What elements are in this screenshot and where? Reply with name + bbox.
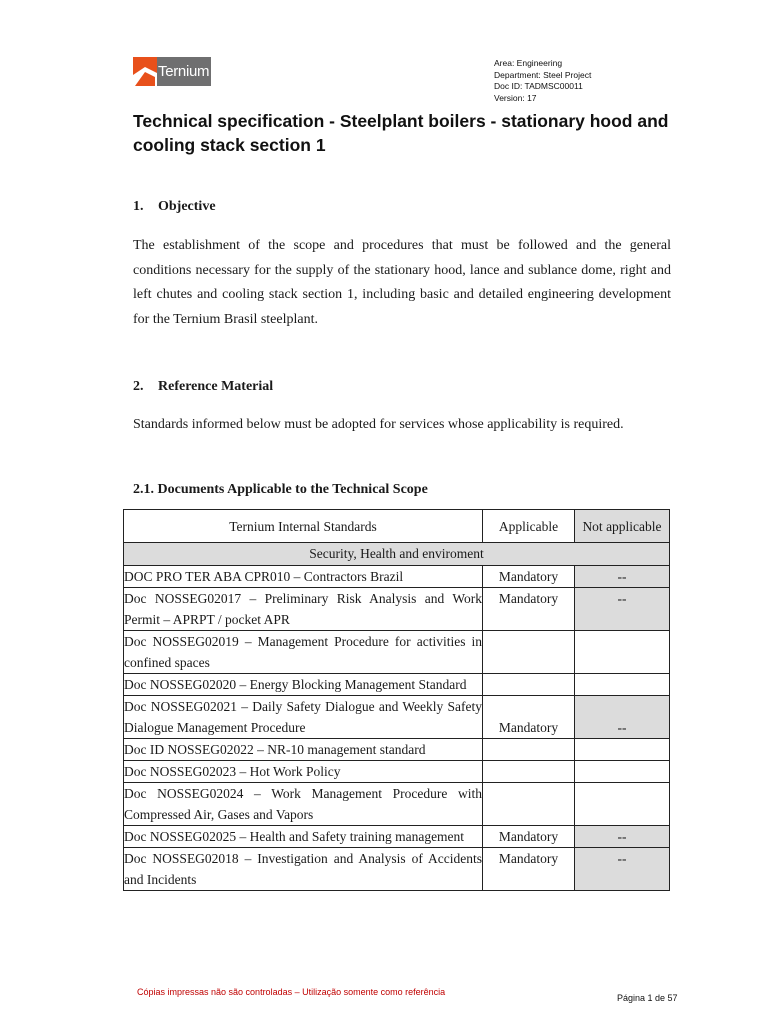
not-applicable-cell xyxy=(575,783,670,826)
section-label: Security, Health and enviroment xyxy=(124,543,670,566)
not-applicable-cell xyxy=(575,761,670,783)
logo-mark-icon xyxy=(133,57,157,86)
doc-cell: Doc NOSSEG02021 – Daily Safety Dialogue and Weekly Safety Dialogue Management Procedure xyxy=(124,696,483,739)
page-number: Página 1 de 57 xyxy=(617,993,678,1003)
doc-cell: Doc NOSSEG02018 – Investigation and Analysis of Accidents and Incidents xyxy=(124,848,483,891)
not-applicable-cell: -- xyxy=(575,588,670,631)
column-header-not-applicable: Not applicable xyxy=(575,510,670,543)
meta-version: Version: 17 xyxy=(494,92,537,103)
table-row xyxy=(124,783,670,826)
not-applicable-cell xyxy=(575,674,670,696)
table-header-row xyxy=(124,510,670,543)
not-applicable-cell: -- xyxy=(575,566,670,588)
footer-disclaimer: Cópias impressas não são controladas – Utilização somente como referência xyxy=(137,987,446,997)
document-metadata xyxy=(494,58,591,104)
applicable-cell: Mandatory xyxy=(483,848,575,891)
applicable-cell: Mandatory xyxy=(483,826,575,848)
subsection-heading: 2.1. Documents Applicable to the Technical Scope xyxy=(133,482,428,497)
applicable-cell: Mandatory xyxy=(483,566,575,588)
ternium-logo xyxy=(133,57,211,86)
table-row xyxy=(124,696,670,739)
section-heading-objective xyxy=(133,199,216,215)
section-heading-reference xyxy=(133,379,273,395)
doc-cell: Doc NOSSEG02023 – Hot Work Policy xyxy=(124,761,483,783)
applicable-cell: Mandatory xyxy=(483,696,575,739)
objective-paragraph: The establishment of the scope and procedures that must be followed and the general conditions necessary for the supply of the stationary hood, lance and sublance dome, right and left chutes and cooling stack section 1, including basic and detailed engineering development for the Ternium Brasil steelplant. xyxy=(133,238,671,328)
table-row xyxy=(124,566,670,588)
meta-area: Area: Engineering xyxy=(494,58,563,68)
doc-cell: Doc NOSSEG02017 – Preliminary Risk Analysis and Work Permit – APRPT / pocket APR xyxy=(124,588,483,631)
doc-cell: Doc NOSSEG02024 – Work Management Procedure with Compressed Air, Gases and Vapors xyxy=(124,783,483,826)
section-number: 2. xyxy=(133,379,144,394)
page-title: Technical specification - Steelplant boilers - stationary hood and cooling stack section 1 xyxy=(133,111,669,155)
logo-text: Ternium xyxy=(158,63,210,80)
meta-department: Department: Steel Project xyxy=(494,69,592,80)
reference-paragraph: Standards informed below must be adopted for services whose applicability is required. xyxy=(133,417,624,432)
doc-cell: Doc NOSSEG02025 – Health and Safety training management xyxy=(124,826,483,848)
table-row xyxy=(124,739,670,761)
table-section-row xyxy=(124,543,670,566)
not-applicable-cell: -- xyxy=(575,696,670,739)
applicable-cell xyxy=(483,674,575,696)
not-applicable-cell xyxy=(575,739,670,761)
section-title: Reference Material xyxy=(158,379,274,394)
column-header-applicable: Applicable xyxy=(483,510,575,543)
table-row xyxy=(124,826,670,848)
doc-cell: Doc NOSSEG02019 – Management Procedure for activities in confined spaces xyxy=(124,631,483,674)
applicable-cell xyxy=(483,739,575,761)
table-row xyxy=(124,588,670,631)
table-row xyxy=(124,674,670,696)
doc-cell: Doc NOSSEG02020 – Energy Blocking Management Standard xyxy=(124,674,483,696)
meta-doc-id: Doc ID: TADMSC00011 xyxy=(494,81,583,91)
section-title: Objective xyxy=(158,199,216,214)
applicable-cell xyxy=(483,761,575,783)
table-row xyxy=(124,848,670,891)
table-row xyxy=(124,631,670,674)
documents-table xyxy=(123,509,670,891)
table-row xyxy=(124,761,670,783)
applicable-cell xyxy=(483,631,575,674)
column-header-standards: Ternium Internal Standards xyxy=(124,510,483,543)
section-number: 1. xyxy=(133,199,144,214)
applicable-cell: Mandatory xyxy=(483,588,575,631)
not-applicable-cell xyxy=(575,631,670,674)
doc-cell: DOC PRO TER ABA CPR010 – Contractors Brazil xyxy=(124,566,483,588)
not-applicable-cell: -- xyxy=(575,848,670,891)
doc-cell: Doc ID NOSSEG02022 – NR-10 management standard xyxy=(124,739,483,761)
applicable-cell xyxy=(483,783,575,826)
not-applicable-cell: -- xyxy=(575,826,670,848)
